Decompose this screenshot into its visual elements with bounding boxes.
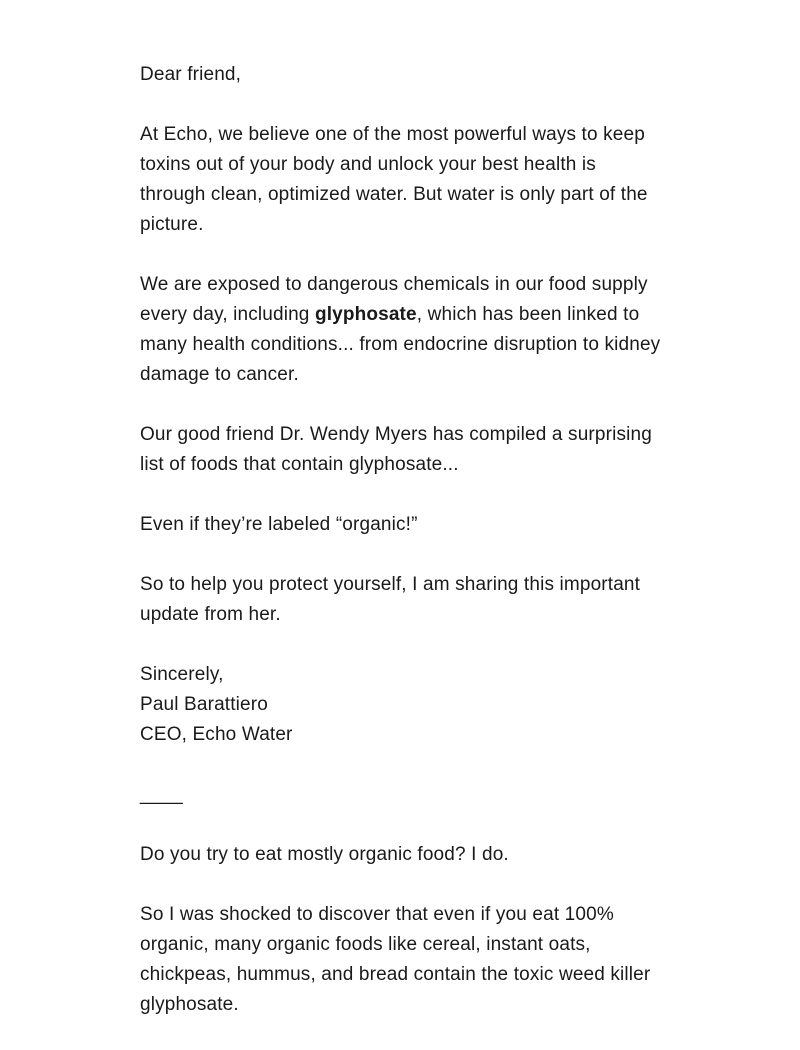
section-divider: ____ (140, 784, 183, 805)
glyphosate-emphasis: glyphosate (314, 304, 417, 325)
signature-title: CEO, Echo Water (140, 724, 293, 745)
exposure-text-before: We are exposed to dangerous chemicals in our food supply every day, including (140, 274, 648, 325)
exposure-text-after: , which has been linked to many health conditions... from endocrine disruption to kidney damage to cancer. (140, 304, 661, 385)
question-paragraph: Do you try to eat mostly organic food? I do. (140, 844, 509, 865)
sharing-paragraph: So to help you protect yourself, I am sharing this important update from her. (140, 574, 641, 625)
greeting: Dear friend, (140, 64, 242, 85)
signature-block (140, 660, 665, 750)
organic-note: Even if they’re labeled “organic!” (140, 514, 418, 535)
intro-paragraph: At Echo, we believe one of the most powerful ways to keep toxins out of your body and unlock your best health is through clean, optimized water. But water is only part of the picture. (140, 124, 648, 235)
shock-paragraph: So I was shocked to discover that even if you eat 100% organic, many organic foods like cereal, instant oats, chickpeas, hummus, and bread contain the toxic weed killer glyphosate. (140, 904, 651, 1015)
signature-closing: Sincerely, (140, 664, 224, 685)
friend-paragraph: Our good friend Dr. Wendy Myers has compiled a surprising list of foods that contain glyphosate... (140, 424, 652, 475)
signature-name: Paul Barattiero (140, 694, 268, 715)
exposure-paragraph (140, 270, 665, 390)
email-body (140, 60, 665, 1050)
